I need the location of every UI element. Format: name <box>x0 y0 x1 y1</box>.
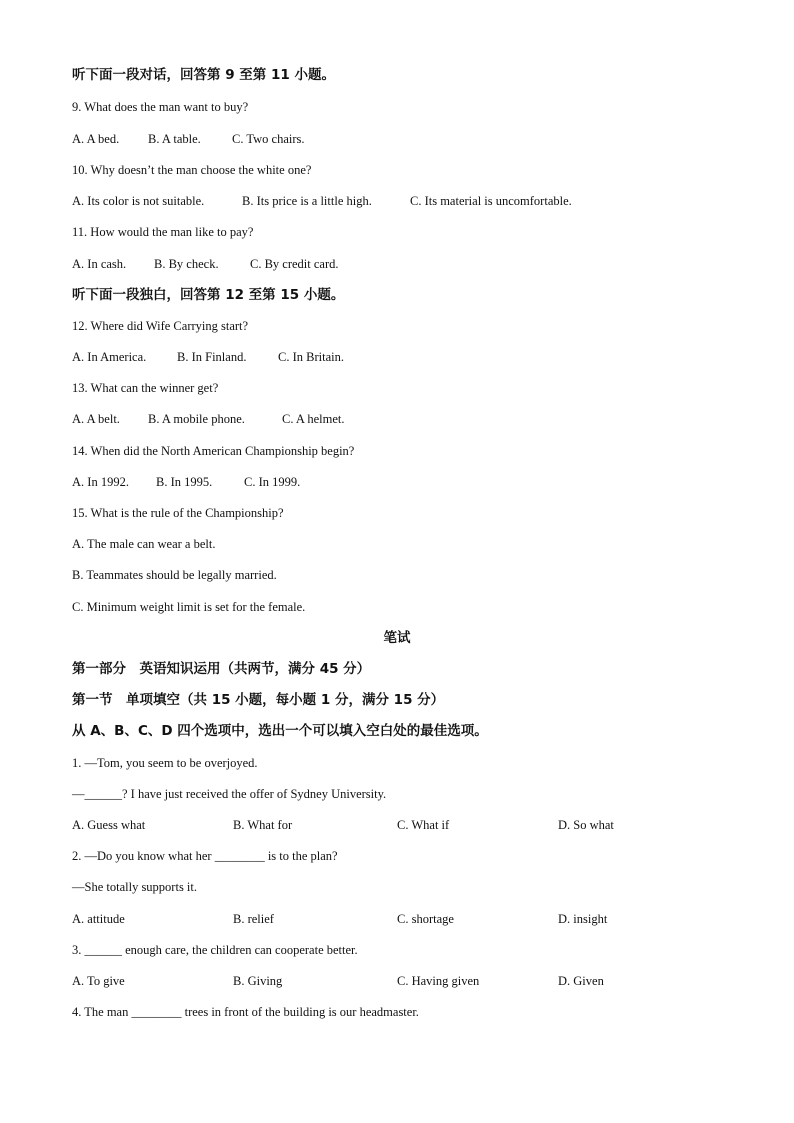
section-header-monologue: 听下面一段独白，回答第 12 至第 15 小题。 <box>72 287 345 303</box>
option-a: A. In America. <box>72 350 147 364</box>
question-10: 10. Why doesn’t the man choose the white one? <box>72 163 312 177</box>
option-c: C. In 1999. <box>244 475 301 489</box>
option-c: C. By credit card. <box>250 257 339 271</box>
question-15-option-c: C. Minimum weight limit is set for the female. <box>72 600 306 614</box>
section-one-header: 第一节 单项填空（共 15 小题，每小题 1 分，满分 15 分） <box>72 692 445 708</box>
option-d: D. Given <box>558 974 604 988</box>
section-header-dialogue: 听下面一段对话，回答第 9 至第 11 小题。 <box>72 67 335 83</box>
question-15-option-b: B. Teammates should be legally married. <box>72 568 277 582</box>
question-11: 11. How would the man like to pay? <box>72 225 254 239</box>
option-c: C. Its material is uncomfortable. <box>410 194 572 208</box>
question-9: 9. What does the man want to buy? <box>72 100 249 114</box>
option-b: B. In Finland. <box>177 350 247 364</box>
option-a: A. To give <box>72 974 125 988</box>
option-b: B. In 1995. <box>156 475 213 489</box>
question-15-option-a: A. The male can wear a belt. <box>72 537 216 551</box>
option-a: A. In 1992. <box>72 475 129 489</box>
option-d: D. insight <box>558 912 608 926</box>
option-a: A. In cash. <box>72 257 127 271</box>
question-15: 15. What is the rule of the Championship? <box>72 506 284 520</box>
mc-question-1-line-2: —______? I have just received the offer of Sydney University. <box>72 787 387 801</box>
option-c: C. A helmet. <box>282 412 345 426</box>
option-c: C. What if <box>397 818 450 832</box>
option-a: A. attitude <box>72 912 125 926</box>
option-a: A. A belt. <box>72 412 120 426</box>
mc-question-3: 3. ______ enough care, the children can cooperate better. <box>72 943 358 957</box>
option-b: B. By check. <box>154 257 219 271</box>
option-a: A. Its color is not suitable. <box>72 194 205 208</box>
option-c: C. Having given <box>397 974 480 988</box>
option-a: A. Guess what <box>72 818 146 832</box>
option-d: D. So what <box>558 818 614 832</box>
question-12: 12. Where did Wife Carrying start? <box>72 319 249 333</box>
mc-question-4: 4. The man ________ trees in front of the building is our headmaster. <box>72 1005 419 1019</box>
question-14: 14. When did the North American Championship begin? <box>72 444 355 458</box>
option-b: B. A mobile phone. <box>148 412 245 426</box>
mc-question-2-line-1: 2. —Do you know what her ________ is to the plan? <box>72 849 338 863</box>
option-b: B. Its price is a little high. <box>242 194 372 208</box>
option-b: B. What for <box>233 818 293 832</box>
option-c: C. Two chairs. <box>232 132 305 146</box>
mc-question-1-line-1: 1. —Tom, you seem to be overjoyed. <box>72 756 258 770</box>
question-13: 13. What can the winner get? <box>72 381 219 395</box>
option-b: B. Giving <box>233 974 283 988</box>
option-b: B. relief <box>233 912 274 926</box>
option-c: C. In Britain. <box>278 350 344 364</box>
option-b: B. A table. <box>148 132 201 146</box>
part-one-header: 第一部分 英语知识运用（共两节，满分 45 分） <box>72 661 371 677</box>
instructions: 从 A、B、C、D 四个选项中，选出一个可以填入空白处的最佳选项。 <box>72 723 488 739</box>
mc-question-2-line-2: —She totally supports it. <box>72 880 197 894</box>
written-test-title: 笔试 <box>383 630 411 646</box>
option-a: A. A bed. <box>72 132 120 146</box>
option-c: C. shortage <box>397 912 454 926</box>
